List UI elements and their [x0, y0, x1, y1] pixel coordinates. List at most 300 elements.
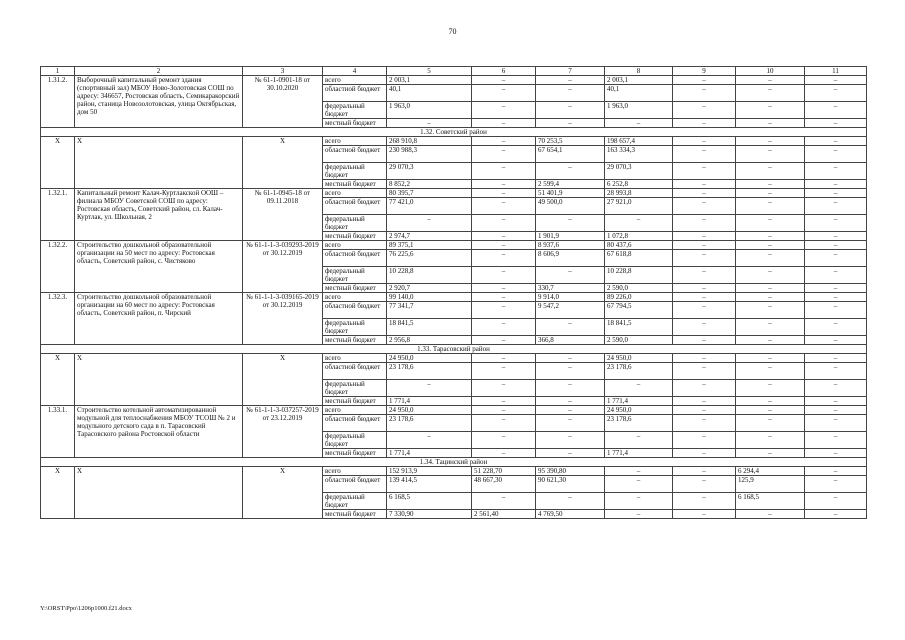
amount-cell: 2 956,8	[387, 336, 472, 345]
amount-cell: 6 294,4	[736, 467, 805, 476]
amount-cell: 125,9	[736, 476, 805, 493]
amount-cell: 2 590,0	[605, 284, 673, 293]
amount-cell: 99 140,0	[387, 293, 472, 302]
amount-cell: –	[805, 397, 867, 406]
funding-source: всего	[323, 406, 387, 415]
column-header: 1	[41, 67, 75, 76]
amount-cell: 268 910,8	[387, 137, 472, 146]
amount-cell: –	[736, 85, 805, 102]
amount-cell: 1 072,8	[605, 232, 673, 241]
expertise-number: № 61-1-1-3-039165-2019 от 30.12.2019	[243, 293, 323, 345]
row-number: 1.32.3.	[41, 293, 75, 345]
funding-source: областной бюджет	[323, 363, 387, 380]
amount-cell: –	[805, 319, 867, 336]
amount-cell: –	[536, 76, 605, 85]
amount-cell: 18 841,5	[605, 319, 673, 336]
funding-source: всего	[323, 241, 387, 250]
funding-source: федеральный бюджет	[323, 267, 387, 284]
amount-cell: 29 070,3	[605, 163, 673, 180]
amount-cell: –	[736, 137, 805, 146]
amount-cell: –	[736, 319, 805, 336]
amount-cell: –	[805, 137, 867, 146]
amount-cell: 8 852,2	[387, 180, 472, 189]
amount-cell: –	[472, 137, 536, 146]
amount-cell: 6 168,5	[736, 493, 805, 510]
amount-cell: –	[536, 119, 605, 128]
amount-cell: –	[805, 363, 867, 380]
object-name: Выборочный капитальный ремонт здания (спортивный зал) МБОУ Ново-Золотовская СОШ по адресу: 346657, Ростовская область, Семикаракорский район, станица Новозолотовская, улица Октябрьская, дом 50	[75, 76, 243, 128]
column-header: 9	[673, 67, 736, 76]
amount-cell: –	[472, 380, 536, 397]
amount-cell: 23 178,6	[605, 363, 673, 380]
amount-cell: –	[805, 449, 867, 458]
amount-cell: –	[673, 163, 736, 180]
funding-source: всего	[323, 293, 387, 302]
footer-path: Y:\ORST\Ppo\1206p1000.f21.docx	[40, 605, 132, 612]
amount-cell: 29 070,3	[387, 163, 472, 180]
table-row	[41, 293, 867, 302]
amount-cell: 51 401,9	[536, 189, 605, 198]
amount-cell: –	[736, 267, 805, 284]
column-header: 6	[472, 67, 536, 76]
amount-cell: –	[805, 102, 867, 119]
amount-cell: –	[472, 146, 536, 163]
amount-cell: 70 253,5	[536, 137, 605, 146]
amount-cell: –	[536, 267, 605, 284]
funding-source: областной бюджет	[323, 415, 387, 432]
amount-cell: –	[472, 449, 536, 458]
column-header: 11	[805, 67, 867, 76]
amount-cell: –	[673, 397, 736, 406]
amount-cell: –	[472, 163, 536, 180]
amount-cell: 48 667,30	[472, 476, 536, 493]
amount-cell: –	[805, 467, 867, 476]
amount-cell: 9 547,2	[536, 302, 605, 319]
amount-cell: –	[472, 293, 536, 302]
amount-cell: –	[805, 189, 867, 198]
amount-cell: 49 500,0	[536, 198, 605, 215]
object-name: Х	[75, 467, 243, 519]
amount-cell: 27 921,0	[605, 198, 673, 215]
funding-source: всего	[323, 467, 387, 476]
amount-cell: –	[805, 198, 867, 215]
amount-cell: 90 621,30	[536, 476, 605, 493]
amount-cell: –	[805, 267, 867, 284]
amount-cell: –	[805, 476, 867, 493]
amount-cell: –	[805, 415, 867, 432]
table-row	[41, 76, 867, 85]
amount-cell: 18 841,5	[387, 319, 472, 336]
amount-cell: –	[605, 467, 673, 476]
row-number: Х	[41, 467, 75, 519]
amount-cell: –	[673, 76, 736, 85]
amount-cell: 80 437,6	[605, 241, 673, 250]
amount-cell: –	[673, 102, 736, 119]
amount-cell: –	[673, 302, 736, 319]
amount-cell: –	[805, 354, 867, 363]
row-number: 1.33.1.	[41, 406, 75, 458]
amount-cell: 139 414,5	[387, 476, 472, 493]
budget-table	[40, 66, 867, 519]
column-header: 3	[243, 67, 323, 76]
table-row	[41, 241, 867, 250]
amount-cell: –	[673, 215, 736, 232]
amount-cell: –	[673, 189, 736, 198]
amount-cell: –	[805, 232, 867, 241]
amount-cell: –	[673, 432, 736, 449]
amount-cell: –	[472, 284, 536, 293]
amount-cell: –	[736, 354, 805, 363]
amount-cell: –	[736, 215, 805, 232]
amount-cell: –	[736, 302, 805, 319]
amount-cell: –	[673, 510, 736, 519]
amount-cell: –	[472, 76, 536, 85]
amount-cell: 7 330,90	[387, 510, 472, 519]
amount-cell: –	[673, 146, 736, 163]
amount-cell: –	[673, 363, 736, 380]
amount-cell: –	[736, 163, 805, 180]
amount-cell: 2 599,4	[536, 180, 605, 189]
amount-cell: –	[736, 250, 805, 267]
amount-cell: –	[673, 119, 736, 128]
funding-source: всего	[323, 354, 387, 363]
amount-cell: 76 225,6	[387, 250, 472, 267]
funding-source: местный бюджет	[323, 284, 387, 293]
amount-cell: –	[472, 432, 536, 449]
amount-cell: –	[673, 198, 736, 215]
amount-cell: 2 561,40	[472, 510, 536, 519]
amount-cell: 1 901,9	[536, 232, 605, 241]
expertise-number: № 61-1-0945-18 от 09.11.2018	[243, 189, 323, 241]
amount-cell: 2 920,7	[387, 284, 472, 293]
amount-cell: 67 618,8	[605, 250, 673, 267]
amount-cell: 8 937,6	[536, 241, 605, 250]
amount-cell: 89 226,0	[605, 293, 673, 302]
amount-cell: –	[736, 284, 805, 293]
amount-cell: –	[536, 380, 605, 397]
amount-cell: 198 657,4	[605, 137, 673, 146]
amount-cell: 24 950,0	[387, 354, 472, 363]
amount-cell: –	[673, 85, 736, 102]
funding-source: областной бюджет	[323, 250, 387, 267]
amount-cell: –	[472, 198, 536, 215]
amount-cell: –	[805, 336, 867, 345]
expertise-number: Х	[243, 354, 323, 406]
table-row	[41, 467, 867, 476]
amount-cell: –	[536, 102, 605, 119]
amount-cell: 366,8	[536, 336, 605, 345]
amount-cell: –	[472, 415, 536, 432]
amount-cell: –	[736, 415, 805, 432]
funding-source: областной бюджет	[323, 198, 387, 215]
amount-cell: –	[387, 380, 472, 397]
amount-cell: –	[472, 319, 536, 336]
table-row	[41, 354, 867, 363]
funding-source: федеральный бюджет	[323, 432, 387, 449]
section-title: 1.33. Тарасовский район	[41, 345, 867, 354]
column-header: 10	[736, 67, 805, 76]
amount-cell: –	[605, 432, 673, 449]
amount-cell: –	[472, 397, 536, 406]
amount-cell: –	[673, 250, 736, 267]
amount-cell: 10 228,8	[605, 267, 673, 284]
page-number: 70	[448, 27, 457, 36]
amount-cell: –	[472, 119, 536, 128]
amount-cell: –	[536, 163, 605, 180]
expertise-number: Х	[243, 137, 323, 189]
amount-cell: 77 341,7	[387, 302, 472, 319]
amount-cell: 8 606,9	[536, 250, 605, 267]
amount-cell: 24 950,0	[605, 354, 673, 363]
amount-cell: –	[536, 319, 605, 336]
amount-cell: –	[472, 406, 536, 415]
amount-cell: –	[387, 215, 472, 232]
row-number: Х	[41, 137, 75, 189]
table-row	[41, 137, 867, 146]
amount-cell: 230 988,3	[387, 146, 472, 163]
funding-source: местный бюджет	[323, 510, 387, 519]
amount-cell: –	[472, 493, 536, 510]
amount-cell: –	[387, 119, 472, 128]
amount-cell: –	[673, 241, 736, 250]
funding-source: областной бюджет	[323, 302, 387, 319]
amount-cell: –	[805, 493, 867, 510]
funding-source: местный бюджет	[323, 180, 387, 189]
amount-cell: –	[736, 102, 805, 119]
table-row	[41, 189, 867, 198]
amount-cell: –	[673, 180, 736, 189]
amount-cell: –	[472, 354, 536, 363]
funding-source: федеральный бюджет	[323, 319, 387, 336]
column-header: 2	[75, 67, 243, 76]
amount-cell: 23 178,6	[605, 415, 673, 432]
amount-cell: –	[805, 76, 867, 85]
amount-cell: –	[805, 284, 867, 293]
amount-cell: –	[536, 354, 605, 363]
amount-cell: 95 390,80	[536, 467, 605, 476]
funding-source: всего	[323, 189, 387, 198]
amount-cell: 1 771,4	[605, 397, 673, 406]
funding-source: местный бюджет	[323, 336, 387, 345]
amount-cell: –	[472, 102, 536, 119]
amount-cell: –	[472, 215, 536, 232]
amount-cell: –	[673, 380, 736, 397]
funding-source: федеральный бюджет	[323, 493, 387, 510]
amount-cell: 28 993,8	[605, 189, 673, 198]
column-header: 8	[605, 67, 673, 76]
amount-cell: –	[673, 319, 736, 336]
section-title: 1.34. Тацинский район	[41, 458, 867, 467]
expertise-number: Х	[243, 467, 323, 519]
section-title: 1.32. Советский район	[41, 128, 867, 137]
amount-cell: –	[736, 146, 805, 163]
row-number: 1.32.1.	[41, 189, 75, 241]
amount-cell: –	[605, 119, 673, 128]
amount-cell: –	[736, 406, 805, 415]
funding-source: всего	[323, 76, 387, 85]
amount-cell: 1 771,4	[387, 449, 472, 458]
amount-cell: –	[605, 476, 673, 493]
amount-cell: 2 590,0	[605, 336, 673, 345]
amount-cell: –	[805, 215, 867, 232]
amount-cell: –	[605, 380, 673, 397]
amount-cell: 77 421,0	[387, 198, 472, 215]
amount-cell: –	[673, 336, 736, 345]
amount-cell: –	[472, 267, 536, 284]
amount-cell: –	[472, 189, 536, 198]
amount-cell: –	[805, 302, 867, 319]
amount-cell: –	[673, 493, 736, 510]
amount-cell: –	[536, 406, 605, 415]
amount-cell: –	[472, 336, 536, 345]
amount-cell: –	[736, 232, 805, 241]
table-row	[41, 406, 867, 415]
funding-source: областной бюджет	[323, 85, 387, 102]
funding-source: местный бюджет	[323, 232, 387, 241]
amount-cell: –	[736, 380, 805, 397]
amount-cell: –	[805, 163, 867, 180]
amount-cell: –	[736, 180, 805, 189]
amount-cell: 24 950,0	[605, 406, 673, 415]
amount-cell: –	[673, 232, 736, 241]
amount-cell: –	[805, 119, 867, 128]
amount-cell: 2 003,1	[387, 76, 472, 85]
amount-cell: 4 769,50	[536, 510, 605, 519]
expertise-number: № 61-1-0901-18 от 30.10.2020	[243, 76, 323, 128]
amount-cell: –	[472, 180, 536, 189]
amount-cell: 152 913,9	[387, 467, 472, 476]
amount-cell: 23 178,6	[387, 415, 472, 432]
amount-cell: –	[736, 189, 805, 198]
amount-cell: –	[673, 137, 736, 146]
amount-cell: –	[805, 432, 867, 449]
funding-source: областной бюджет	[323, 146, 387, 163]
amount-cell: –	[536, 415, 605, 432]
amount-cell: –	[736, 76, 805, 85]
amount-cell: –	[736, 293, 805, 302]
funding-source: федеральный бюджет	[323, 102, 387, 119]
funding-source: местный бюджет	[323, 397, 387, 406]
amount-cell: 6 252,8	[605, 180, 673, 189]
object-name: Капитальный ремонт Калач-Куртлакской ООШ – филиала МБОУ Советской СОШ по адресу: Ростовская область, Советский район, сл. Калач-Куртлак, ул. Школьная, 2	[75, 189, 243, 241]
funding-source: федеральный бюджет	[323, 163, 387, 180]
amount-cell: 67 654,1	[536, 146, 605, 163]
object-name: Строительство дошкольной образовательной организации на 50 мест по адресу: Ростовская область, Советский район, с. Чистяково	[75, 241, 243, 293]
object-name: Х	[75, 354, 243, 406]
amount-cell: 51 228,70	[472, 467, 536, 476]
amount-cell: –	[673, 449, 736, 458]
amount-cell: 1 771,4	[605, 449, 673, 458]
amount-cell: –	[805, 241, 867, 250]
header-row	[41, 67, 867, 76]
row-number: Х	[41, 354, 75, 406]
amount-cell: –	[673, 476, 736, 493]
amount-cell: –	[472, 241, 536, 250]
funding-source: областной бюджет	[323, 476, 387, 493]
expertise-number: № 61-1-1-3-039293-2019 от 30.12.2019	[243, 241, 323, 293]
amount-cell: –	[387, 432, 472, 449]
amount-cell: –	[536, 397, 605, 406]
funding-source: федеральный бюджет	[323, 380, 387, 397]
amount-cell: 40,1	[387, 85, 472, 102]
amount-cell: –	[472, 85, 536, 102]
amount-cell: –	[472, 363, 536, 380]
amount-cell: 2 974,7	[387, 232, 472, 241]
object-name: Строительство дошкольной образовательной организации на 60 мест по адресу: Ростовская область, Советский район, п. Чирский	[75, 293, 243, 345]
amount-cell: –	[673, 354, 736, 363]
funding-source: местный бюджет	[323, 449, 387, 458]
funding-source: всего	[323, 137, 387, 146]
section-row	[41, 128, 867, 137]
amount-cell: 24 950,0	[387, 406, 472, 415]
expertise-number: № 61-1-1-3-037257-2019 от 23.12.2019	[243, 406, 323, 458]
amount-cell: 163 334,3	[605, 146, 673, 163]
column-header: 7	[536, 67, 605, 76]
amount-cell: 2 003,1	[605, 76, 673, 85]
amount-cell: –	[536, 215, 605, 232]
amount-cell: –	[805, 146, 867, 163]
amount-cell: –	[536, 85, 605, 102]
row-number: 1.31.2.	[41, 76, 75, 128]
amount-cell: –	[472, 232, 536, 241]
amount-cell: –	[736, 397, 805, 406]
amount-cell: –	[805, 380, 867, 397]
funding-source: федеральный бюджет	[323, 215, 387, 232]
object-name: Х	[75, 137, 243, 189]
amount-cell: –	[736, 198, 805, 215]
amount-cell: 10 228,8	[387, 267, 472, 284]
amount-cell: 1 963,0	[387, 102, 472, 119]
section-row	[41, 458, 867, 467]
amount-cell: 1 771,4	[387, 397, 472, 406]
amount-cell: –	[673, 415, 736, 432]
amount-cell: –	[605, 510, 673, 519]
amount-cell: –	[673, 467, 736, 476]
amount-cell: –	[805, 510, 867, 519]
amount-cell: –	[536, 493, 605, 510]
amount-cell: –	[736, 510, 805, 519]
amount-cell: –	[673, 406, 736, 415]
column-header: 5	[387, 67, 472, 76]
amount-cell: –	[605, 215, 673, 232]
amount-cell: 89 375,1	[387, 241, 472, 250]
row-number: 1.32.2.	[41, 241, 75, 293]
amount-cell: 1 963,0	[605, 102, 673, 119]
amount-cell: –	[805, 250, 867, 267]
amount-cell: –	[736, 336, 805, 345]
amount-cell: –	[536, 363, 605, 380]
amount-cell: 80 395,7	[387, 189, 472, 198]
amount-cell: –	[673, 284, 736, 293]
object-name: Строительство котельной автоматизированной модульной для теплоснабжения МБОУ ТСОШ № 2 и модульного детского сада в п. Тарасовский Тарасовского района Ростовской области	[75, 406, 243, 458]
amount-cell: –	[805, 293, 867, 302]
amount-cell: –	[736, 363, 805, 380]
amount-cell: –	[605, 493, 673, 510]
amount-cell: –	[472, 302, 536, 319]
amount-cell: –	[472, 250, 536, 267]
amount-cell: –	[673, 267, 736, 284]
amount-cell: 330,7	[536, 284, 605, 293]
amount-cell: –	[805, 406, 867, 415]
amount-cell: 9 914,0	[536, 293, 605, 302]
amount-cell: –	[736, 241, 805, 250]
amount-cell: –	[736, 449, 805, 458]
amount-cell: –	[736, 432, 805, 449]
amount-cell: –	[673, 293, 736, 302]
column-header: 4	[323, 67, 387, 76]
amount-cell: –	[536, 432, 605, 449]
funding-source: местный бюджет	[323, 119, 387, 128]
